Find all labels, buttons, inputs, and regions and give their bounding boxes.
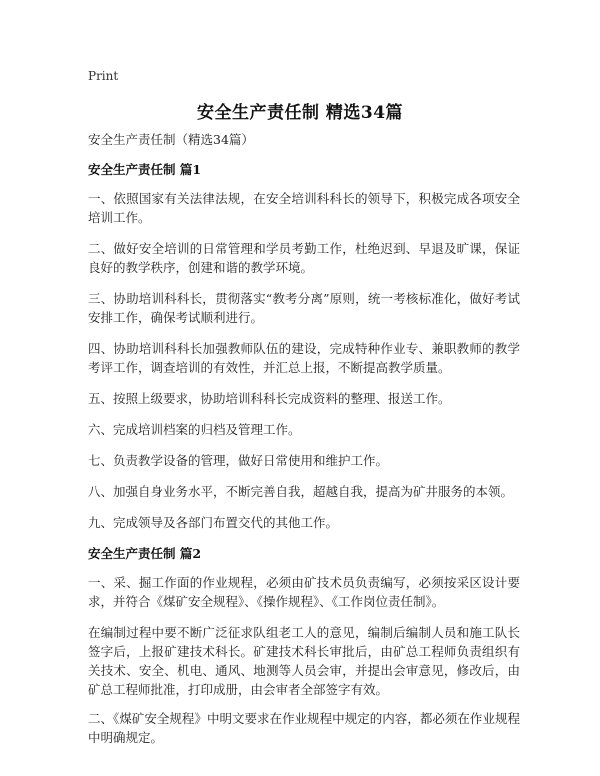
section-2 xyxy=(88,544,520,747)
document-subtitle: 安全生产责任制（精选34篇） xyxy=(88,132,254,147)
document-body xyxy=(88,130,520,759)
paragraph: 八、加强自身业务水平，不断完善自我，超越自我，提高为矿井服务的本领。 xyxy=(88,484,514,499)
paragraph: 五、按照上级要求，协助培训科科长完成资料的整理、报送工作。 xyxy=(88,391,451,406)
section-heading: 安全生产责任制 篇2 xyxy=(88,546,202,561)
paragraph: 一、依照国家有关法律法规，在安全培训科科长的领导下，积极完成各项安全培训工作。 xyxy=(88,191,520,225)
paragraph: 二、《煤矿安全规程》中明文要求在作业规程中规定的内容，都必须在作业规程中明确规定。 xyxy=(88,711,520,745)
section-1 xyxy=(88,160,520,532)
print-link[interactable]: Print xyxy=(88,69,119,83)
section-heading: 安全生产责任制 篇1 xyxy=(88,162,202,177)
paragraph: 在编制过程中要不断广泛征求队组老工人的意见，编制后编制人员和施工队长签字后，上报矿建技术科长。矿建技术科长审批后，由矿总工程师负责组织有关技术、安全、机电、通风、地测等人员会审，并提出会审意见，修改后，由矿总工程师批准，打印成册，由会审者全部签字有效。 xyxy=(88,625,520,697)
document-title: 安全生产责任制 精选34篇 xyxy=(196,103,404,123)
paragraph: 一、采、掘工作面的作业规程，必须由矿技术员负责编写，必须按采区设计要求，并符合《煤矿安全规程》、《操作规程》、《工作岗位责任制》。 xyxy=(88,575,520,609)
paragraph: 三、协助培训科科长，贯彻落实“教考分离”原则，统一考核标准化，做好考试安排工作，确保考试顺利进行。 xyxy=(88,291,520,325)
paragraph: 六、完成培训档案的归档及管理工作。 xyxy=(88,422,301,437)
paragraph: 七、负责教学设备的管理，做好日常使用和维护工作。 xyxy=(88,453,389,468)
paragraph: 二、做好安全培训的日常管理和学员考勤工作，杜绝迟到、早退及旷课，保证良好的教学秩序，创建和谐的教学环境。 xyxy=(88,241,520,275)
paragraph: 九、完成领导及各部门布置交代的其他工作。 xyxy=(88,515,339,530)
paragraph: 四、协助培训科科长加强教师队伍的建设，完成特种作业专、兼职教师的教学考评工作，调查培训的有效性，并汇总上报，不断提高教学质量。 xyxy=(88,341,520,375)
